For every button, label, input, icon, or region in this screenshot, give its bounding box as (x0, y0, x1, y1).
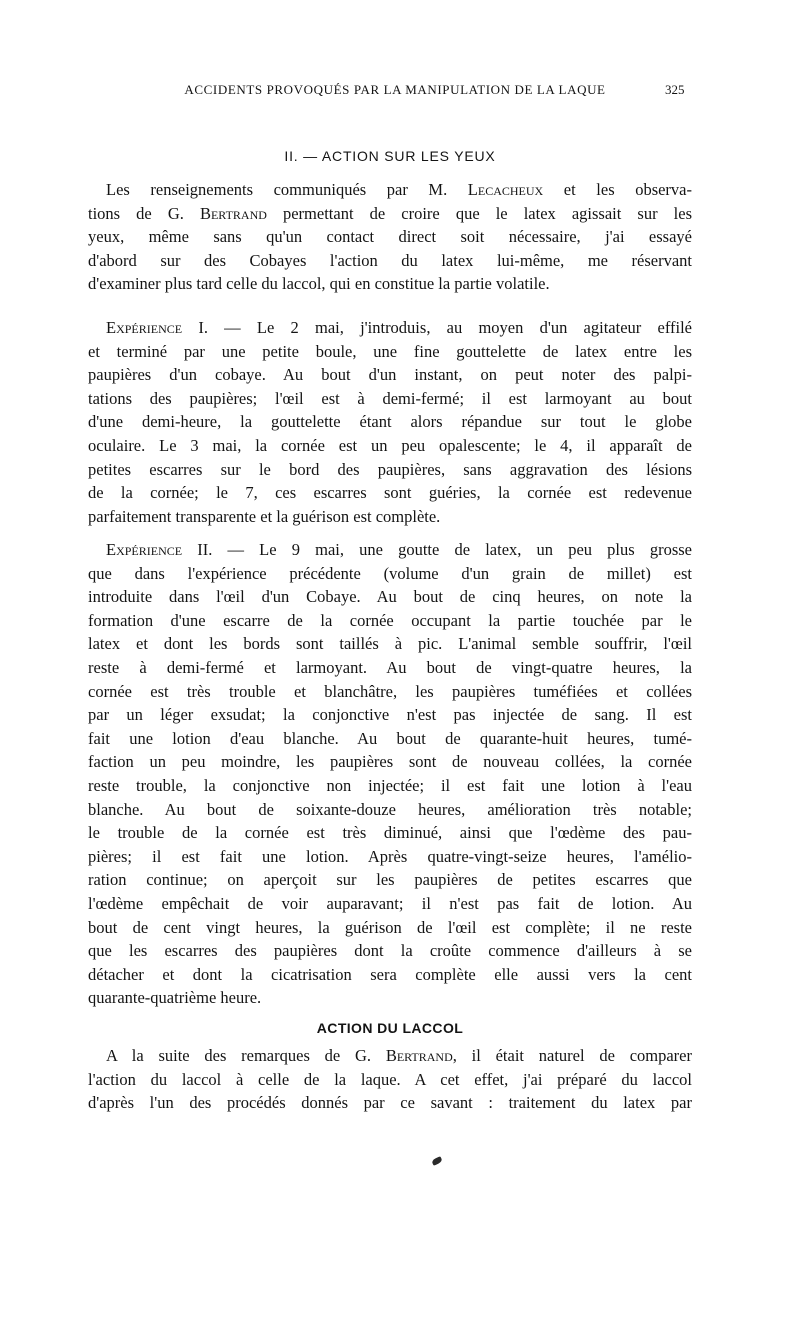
text-line: oculaire. Le 3 mai, la cornée est un peu opalescente; le 4, il apparaît de (88, 435, 692, 455)
text-line: parfaitement transparente et la guérison est complète. (88, 506, 441, 526)
text-line: de la cornée; le 7, ces escarres sont guéries, la cornée est redevenue (88, 483, 692, 503)
text-line: introduite dans l'œil d'un Cobaye. Au bout de cinq heures, on note la (88, 587, 692, 607)
text-line: par un léger exsudat; la conjonctive n'est pas injectée de sang. Il est (88, 705, 692, 725)
author-name: Bertrand (199, 203, 267, 223)
text-line: d'après l'un des procédés donnés par ce savant : traitement du latex par (88, 1093, 692, 1113)
section-heading: II. — ACTION SUR LES YEUX (284, 148, 496, 164)
paragraph-experience-1 (88, 316, 692, 528)
text-line: ration continue; on aperçoit sur les paupières de petites escarres que (88, 870, 692, 890)
text-line: latex et dont les bords sont taillés à pic. L'animal semble souffrir, l'œil (88, 634, 692, 654)
text-line: cornée est très trouble et blanchâtre, les paupières tuméfiées et collées (88, 681, 692, 701)
text-line: A la suite des remarques de G. Bertrand, il était naturel de comparer (106, 1046, 692, 1065)
text-line: que les escarres des paupières dont la croûte commence d'ailleurs à se (88, 941, 692, 961)
author-name: Lecacheux (467, 180, 544, 199)
experience-label: Expérience (106, 318, 183, 337)
text-line: paupières d'un cobaye. Au bout d'un instant, on peut noter des palpi- (88, 365, 692, 385)
text-line: reste à demi-fermé et larmoyant. Au bout de vingt-quatre heures, la (88, 657, 692, 677)
paragraph-experience-2 (88, 538, 692, 1010)
text-line: fait une lotion d'eau blanche. Au bout de quarante-huit heures, tumé- (88, 728, 692, 748)
text-line: l'action du laccol à celle de la laque. A cet effet, j'ai préparé du laccol (88, 1069, 692, 1089)
text-line: petites escarres sur le bord des paupières, sans aggravation des lésions (88, 459, 692, 479)
text-line: blanche. Au bout de soixante-douze heures, amélioration très notable; (88, 799, 692, 819)
text-line: Les renseignements communiqués par M. Lecacheux et les observa- (106, 180, 692, 199)
paragraph-intro (88, 178, 692, 296)
text-line: d'abord sur des Cobayes l'action du latex lui-même, me réservant (88, 250, 692, 270)
author-name: Bertrand (385, 1046, 453, 1065)
text-line: et terminé par une petite boule, une fine gouttelette de latex entre les (88, 341, 692, 361)
text-line: d'une demi-heure, la gouttelette étant alors répandue sur tout le globe (88, 412, 692, 432)
text-line: pières; il est fait une lotion. Après quatre-vingt-seize heures, l'amélio- (88, 846, 692, 866)
text-line: quarante-quatrième heure. (88, 988, 262, 1008)
page-number: 325 (665, 82, 685, 97)
running-head: ACCIDENTS PROVOQUÉS PAR LA MANIPULATION DE LA LAQUE (184, 82, 606, 97)
text-line: formation d'une escarre de la cornée occupant la partie touchée par le (88, 610, 692, 630)
printer-ornament-mark (431, 1156, 443, 1166)
text-line: reste trouble, la conjonctive non injectée; il est fait une lotion à l'eau (88, 775, 692, 795)
text-line: faction un peu moindre, les paupières sont de nouveau collées, la cornée (88, 752, 692, 772)
text-line: yeux, même sans qu'un contact direct soit nécessaire, j'ai essayé (88, 227, 692, 247)
text-line: Expérience II. — Le 9 mai, une goutte de latex, un peu plus grosse (106, 540, 692, 559)
text-line: d'examiner plus tard celle du laccol, qui en constitue la partie volatile. (88, 274, 550, 294)
text-line: tions de G. Bertrand permettant de croire que le latex agissait sur les (88, 203, 692, 223)
subsection-heading: ACTION DU LACCOL (316, 1020, 464, 1036)
experience-label: Expérience (106, 540, 183, 559)
text-line: détacher et dont la cicatrisation sera complète elle aussi vers la cent (88, 964, 692, 984)
text-line: le trouble de la cornée est très diminué, ainsi que l'œdème des pau- (88, 823, 692, 843)
text-line: bout de cent vingt heures, la guérison de l'œil est complète; il ne reste (88, 917, 692, 937)
text-line: Expérience I. — Le 2 mai, j'introduis, au moyen d'un agitateur effilé (106, 318, 692, 337)
text-line: que dans l'expérience précédente (volume d'un grain de millet) est (88, 563, 692, 583)
text-line: tations des paupières; l'œil est à demi-fermé; il est larmoyant au bout (88, 388, 692, 408)
paragraph-laccol (88, 1044, 692, 1115)
text-line: l'œdème empêchait de voir auparavant; il n'est pas fait de lotion. Au (88, 893, 692, 913)
